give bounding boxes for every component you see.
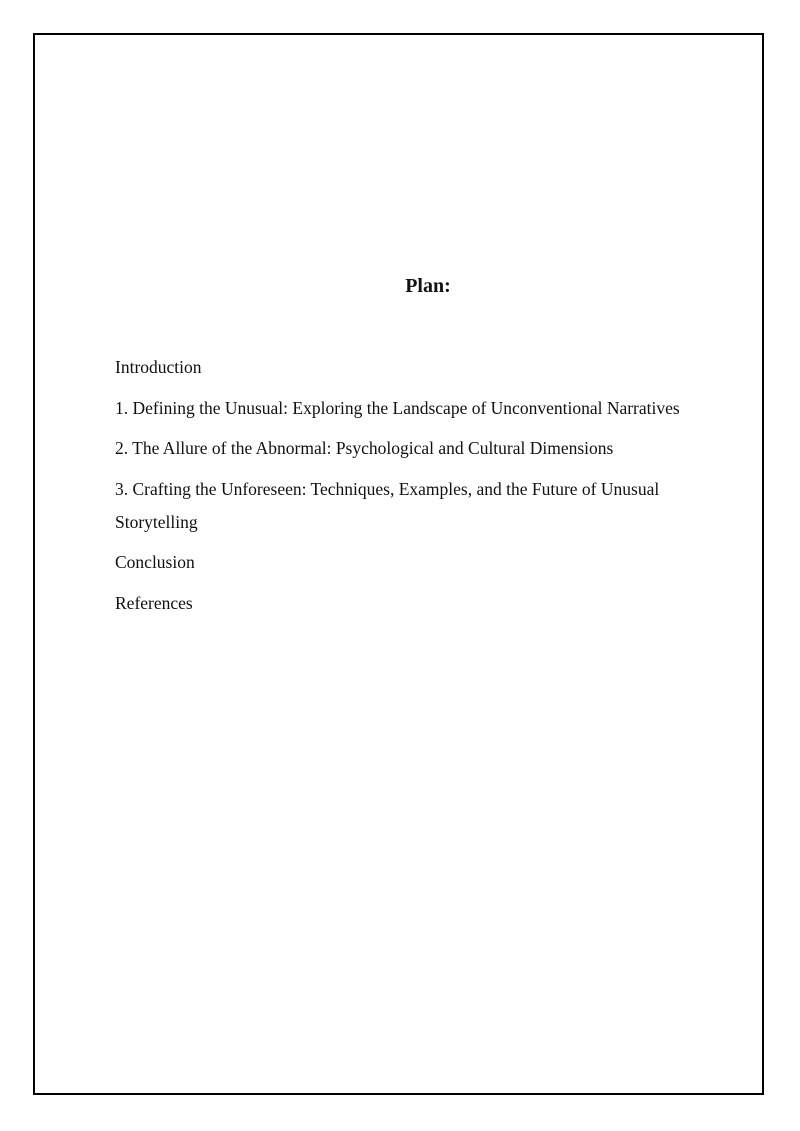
plan-item-introduction: Introduction bbox=[115, 357, 202, 377]
plan-list bbox=[115, 351, 735, 627]
plan-item-references: References bbox=[115, 592, 193, 613]
plan-item-chapter-1: 1. Defining the Unusual: Exploring the Landscape of Unconventional Narratives bbox=[115, 397, 680, 418]
plan-item-conclusion: Conclusion bbox=[115, 552, 195, 572]
plan-item-chapter-3: 3. Crafting the Unforeseen: Techniques, Examples, and the Future of Unusual Storytelling bbox=[115, 478, 660, 532]
plan-title: Plan: bbox=[405, 275, 451, 297]
plan-item-chapter-2: 2. The Allure of the Abnormal: Psychological and Cultural Dimensions bbox=[115, 438, 614, 458]
